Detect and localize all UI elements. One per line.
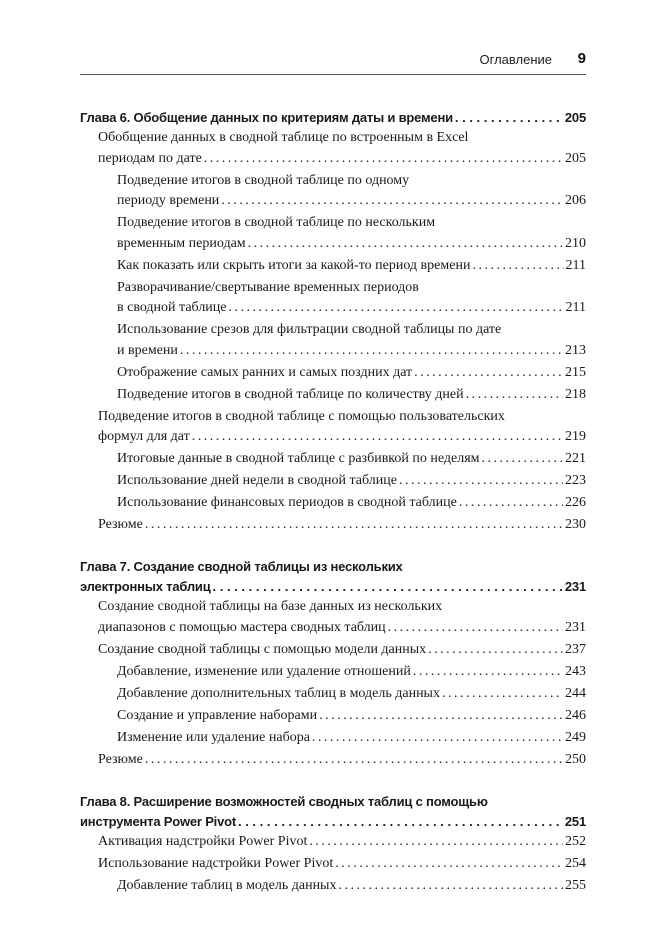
toc-entry-page: 255 — [565, 877, 586, 893]
chapter-spacer — [80, 772, 586, 792]
toc-entry-line — [117, 363, 586, 384]
toc-section-entry — [80, 128, 586, 169]
toc-subsection-entry — [80, 684, 586, 705]
toc-entry-text: Разворачивание/свертывание временных периодов — [117, 279, 419, 295]
chapter-title-text: инструмента Power Pivot — [80, 813, 236, 829]
chapter-title-text: Глава 7. Создание сводной таблицы из нескольких — [80, 559, 403, 574]
toc-entry-text: Добавление, изменение или удаление отношений — [117, 663, 411, 679]
toc-entry-text: Итоговые данные в сводной таблице с разбивкой по неделям — [117, 451, 480, 466]
toc-entry-text: Подведение итогов в сводной таблице по одному — [117, 172, 410, 188]
toc-entry-line — [117, 278, 586, 299]
toc-entry-text: Добавление таблиц в модель данных — [117, 877, 337, 893]
toc-entry-line — [98, 407, 586, 428]
table-of-contents — [80, 108, 586, 898]
toc-entry-text: Подведение итогов в сводной таблице с помощью пользовательских — [98, 408, 505, 424]
toc-entry-page: 231 — [565, 619, 586, 635]
toc-entry-text: Использование финансовых периодов в сводной таблице — [117, 495, 457, 510]
toc-entry-line — [117, 320, 586, 341]
dot-leader — [459, 493, 563, 514]
chapter-title-line — [80, 557, 586, 577]
toc-entry-page: 218 — [565, 386, 586, 402]
toc-entry-page: 230 — [565, 517, 586, 532]
toc-entry-text: Добавление дополнительных таблиц в модель данных — [117, 685, 440, 701]
toc-subsection-entry — [80, 363, 586, 384]
toc-entry-page: 226 — [565, 495, 586, 510]
dot-leader — [309, 832, 563, 853]
dot-leader — [192, 427, 563, 448]
toc-entry-text: Создание сводной таблицы на базе данных из нескольких — [98, 599, 443, 614]
toc-subsection-entry — [80, 256, 586, 277]
chapter-page-number: 251 — [564, 813, 586, 829]
toc-entry-line — [117, 171, 586, 192]
toc-section-entry — [80, 407, 586, 448]
toc-entry-text: Создание и управление наборами — [117, 707, 318, 723]
toc-section-entry — [80, 854, 586, 875]
toc-entry-line — [117, 493, 586, 514]
toc-subsection-entry — [80, 662, 586, 683]
toc-subsection-entry — [80, 493, 586, 514]
toc-subsection-entry — [80, 278, 586, 319]
toc-subsection-entry — [80, 320, 586, 361]
chapter-title-line — [80, 812, 586, 832]
toc-subsection-entry — [80, 471, 586, 492]
running-header-title: Оглавление — [479, 52, 552, 67]
toc-entry-page: 213 — [565, 342, 586, 358]
toc-entry-page: 252 — [565, 833, 586, 849]
dot-leader — [335, 854, 563, 875]
toc-entry-text: в сводной таблице — [117, 300, 227, 315]
toc-entry-line — [98, 597, 586, 618]
toc-entry-line — [117, 385, 586, 406]
chapter-spacer — [80, 537, 586, 557]
toc-entry-line — [117, 234, 586, 255]
toc-entry-line — [117, 298, 586, 319]
toc-subsection-entry — [80, 385, 586, 406]
toc-entry-page: 254 — [565, 855, 586, 871]
toc-entry-page: 211 — [565, 257, 586, 273]
toc-entry-line — [98, 640, 586, 661]
toc-entry-line — [117, 213, 586, 234]
chapter-title-text: электронных таблиц — [80, 579, 211, 594]
toc-entry-text: Как показать или скрыть итоги за какой-то период времени — [117, 257, 471, 273]
dot-leader — [229, 298, 564, 319]
toc-entry-line — [98, 832, 586, 853]
toc-subsection-entry — [80, 706, 586, 727]
toc-entry-text: Подведение итогов в сводной таблице по количеству дней — [117, 386, 464, 402]
chapter-heading — [80, 792, 586, 832]
toc-entry-page: 237 — [565, 641, 586, 657]
chapter-page-number: 231 — [564, 579, 586, 594]
toc-section-entry — [80, 750, 586, 771]
toc-subsection-entry — [80, 449, 586, 470]
dot-leader — [482, 449, 563, 470]
toc-entry-text: Использование надстройки Power Pivot — [98, 855, 334, 871]
dot-leader — [204, 149, 563, 170]
toc-entry-text: Активация надстройки Power Pivot — [98, 833, 308, 849]
toc-entry-line — [98, 128, 586, 149]
dot-leader — [399, 471, 563, 492]
dot-leader — [180, 341, 563, 362]
toc-section-entry — [80, 832, 586, 853]
toc-entry-page: 221 — [565, 451, 586, 466]
toc-entry-text: Создание сводной таблицы с помощью модели данных — [98, 641, 427, 657]
toc-section-entry — [80, 597, 586, 638]
toc-entry-line — [117, 449, 586, 470]
dot-leader — [248, 234, 563, 255]
toc-entry-line — [117, 191, 586, 212]
toc-entry-text: диапазонов с помощью мастера сводных таблиц — [98, 619, 386, 635]
running-header — [80, 50, 586, 75]
toc-entry-page: 243 — [565, 663, 586, 679]
dot-leader — [428, 640, 563, 661]
toc-entry-text: Резюме — [98, 517, 143, 532]
toc-entry-line — [117, 684, 586, 705]
toc-entry-page: 249 — [565, 729, 586, 745]
dot-leader — [442, 684, 563, 705]
toc-entry-text: Подведение итогов в сводной таблице по нескольким — [117, 215, 436, 230]
toc-entry-page: 223 — [565, 473, 586, 488]
dot-leader — [455, 108, 563, 128]
chapter-title-text: Глава 8. Расширение возможностей сводных таблиц с помощью — [80, 793, 488, 809]
dot-leader — [414, 363, 563, 384]
toc-entry-text: временным периодам — [117, 235, 246, 251]
toc-entry-page: 206 — [565, 193, 586, 208]
toc-entry-text: формул для дат — [98, 429, 190, 444]
toc-entry-line — [117, 876, 586, 897]
dot-leader — [213, 577, 563, 597]
toc-subsection-entry — [80, 728, 586, 749]
toc-entry-page: 211 — [565, 300, 586, 315]
toc-entry-text: Использование дней недели в сводной таблице — [117, 473, 397, 488]
dot-leader — [145, 515, 563, 536]
toc-entry-page: 250 — [565, 751, 586, 767]
toc-entry-text: Резюме — [98, 751, 143, 767]
toc-entry-line — [98, 618, 586, 639]
toc-entry-text: периоду времени — [117, 193, 220, 208]
toc-entry-line — [98, 149, 586, 170]
dot-leader — [145, 750, 563, 771]
toc-entry-text: периодам по дате — [98, 150, 202, 166]
toc-entry-page: 219 — [565, 429, 586, 444]
toc-entry-page: 215 — [565, 364, 586, 380]
toc-entry-text: Использование срезов для фильтрации сводной таблицы по дате — [117, 322, 502, 337]
chapter-title-line — [80, 792, 586, 812]
toc-entry-line — [117, 256, 586, 277]
toc-entry-text: и времени — [117, 342, 178, 358]
toc-entry-page: 205 — [565, 150, 586, 166]
chapter-heading — [80, 108, 586, 128]
chapter-title-text: Глава 6. Обобщение данных по критериям даты и времени — [80, 110, 453, 125]
chapter-title-line — [80, 108, 586, 128]
chapter-heading — [80, 557, 586, 597]
dot-leader — [319, 706, 563, 727]
dot-leader — [413, 662, 563, 683]
chapter-page-number: 205 — [564, 110, 586, 125]
toc-entry-line — [117, 341, 586, 362]
toc-subsection-entry — [80, 213, 586, 254]
toc-subsection-entry — [80, 876, 586, 897]
toc-entry-line — [98, 854, 586, 875]
dot-leader — [238, 812, 563, 832]
chapter-title-line — [80, 577, 586, 597]
toc-entry-line — [117, 706, 586, 727]
dot-leader — [466, 385, 563, 406]
dot-leader — [221, 191, 563, 212]
toc-entry-line — [117, 662, 586, 683]
toc-entry-text: Отображение самых ранних и самых поздних дат — [117, 364, 413, 380]
dot-leader — [472, 256, 563, 277]
toc-entry-line — [98, 427, 586, 448]
toc-entry-page: 210 — [565, 235, 586, 251]
dot-leader — [312, 728, 563, 749]
page-number: 9 — [577, 50, 586, 67]
toc-entry-text: Обобщение данных в сводной таблице по встроенным в Excel — [98, 130, 469, 145]
toc-entry-line — [117, 728, 586, 749]
toc-section-entry — [80, 515, 586, 536]
toc-entry-line — [98, 515, 586, 536]
toc-entry-text: Изменение или удаление набора — [117, 729, 310, 745]
toc-entry-line — [117, 471, 586, 492]
toc-entry-page: 246 — [565, 707, 586, 723]
dot-leader — [338, 876, 563, 897]
toc-section-entry — [80, 640, 586, 661]
toc-entry-line — [98, 750, 586, 771]
dot-leader — [388, 618, 563, 639]
toc-subsection-entry — [80, 171, 586, 212]
toc-entry-page: 244 — [565, 685, 586, 701]
